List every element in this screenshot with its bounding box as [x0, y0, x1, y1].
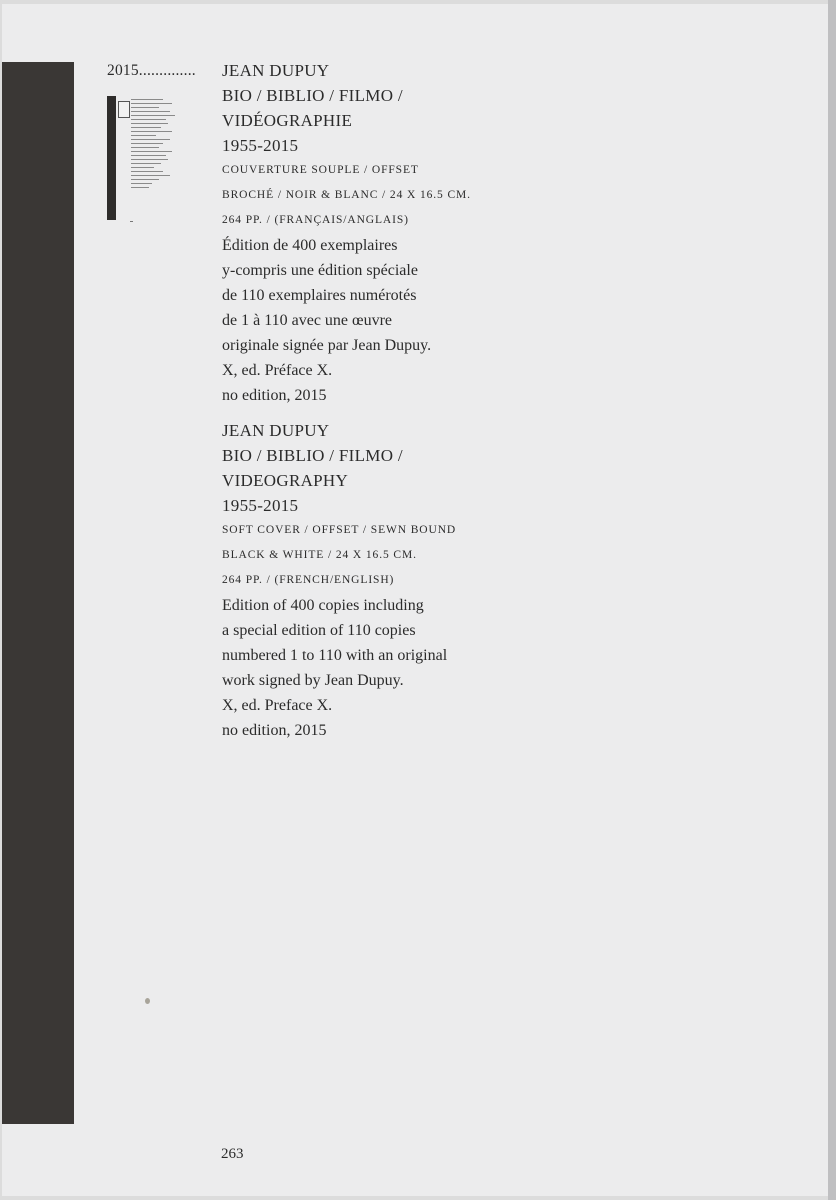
title-line: 1955-2015 — [222, 136, 299, 155]
entry-french — [222, 58, 642, 408]
body-line: Edition of 400 copies including — [222, 597, 424, 614]
body-line: no edition, 2015 — [222, 387, 327, 404]
title-line: BIO / BIBLIO / FILMO / — [222, 446, 403, 465]
left-dark-band — [2, 62, 74, 1124]
body-line: de 1 à 110 avec une œuvre — [222, 312, 392, 329]
body-line: de 110 exemplaires numérotés — [222, 287, 417, 304]
page-edge-shadow — [828, 0, 836, 1200]
spec-line: 264 PP. / (FRENCH/ENGLISH) — [222, 574, 395, 586]
title-line: BIO / BIBLIO / FILMO / — [222, 86, 403, 105]
spec-line: COUVERTURE SOUPLE / OFFSET — [222, 164, 419, 176]
body-line: y-compris une édition spéciale — [222, 262, 418, 279]
body-line: numbered 1 to 110 with an original — [222, 647, 448, 664]
body-line: no edition, 2015 — [222, 722, 327, 739]
spec-line: 264 PP. / (FRANÇAIS/ANGLAIS) — [222, 214, 409, 226]
title-line: 1955-2015 — [222, 496, 299, 515]
scan-mark — [130, 221, 133, 222]
body-line: X, ed. Préface X. — [222, 362, 333, 379]
body-line: a special edition of 110 copies — [222, 622, 416, 639]
spec-line: BROCHÉ / NOIR & BLANC / 24 X 16.5 CM. — [222, 189, 471, 201]
entry-english — [222, 418, 642, 743]
body-line: originale signée par Jean Dupuy. — [222, 337, 432, 354]
paper-speck — [145, 998, 150, 1004]
book-thumbnail — [107, 96, 177, 220]
year-entry: 2015.............. — [107, 62, 196, 79]
page-number: 263 — [221, 1146, 244, 1162]
body-line: work signed by Jean Dupuy. — [222, 672, 404, 689]
title-line: JEAN DUPUY — [222, 61, 330, 80]
thumbnail-text-lines — [131, 99, 177, 191]
thumbnail-frame — [118, 101, 130, 118]
spec-line: BLACK & WHITE / 24 X 16.5 CM. — [222, 549, 417, 561]
body-line: Édition de 400 exemplaires — [222, 237, 398, 254]
title-line: JEAN DUPUY — [222, 421, 330, 440]
body-line: X, ed. Preface X. — [222, 697, 333, 714]
title-line: VIDÉOGRAPHIE — [222, 111, 353, 130]
thumbnail-spine — [107, 96, 116, 220]
spec-line: SOFT COVER / OFFSET / SEWN BOUND — [222, 524, 457, 536]
title-line: VIDEOGRAPHY — [222, 471, 349, 490]
